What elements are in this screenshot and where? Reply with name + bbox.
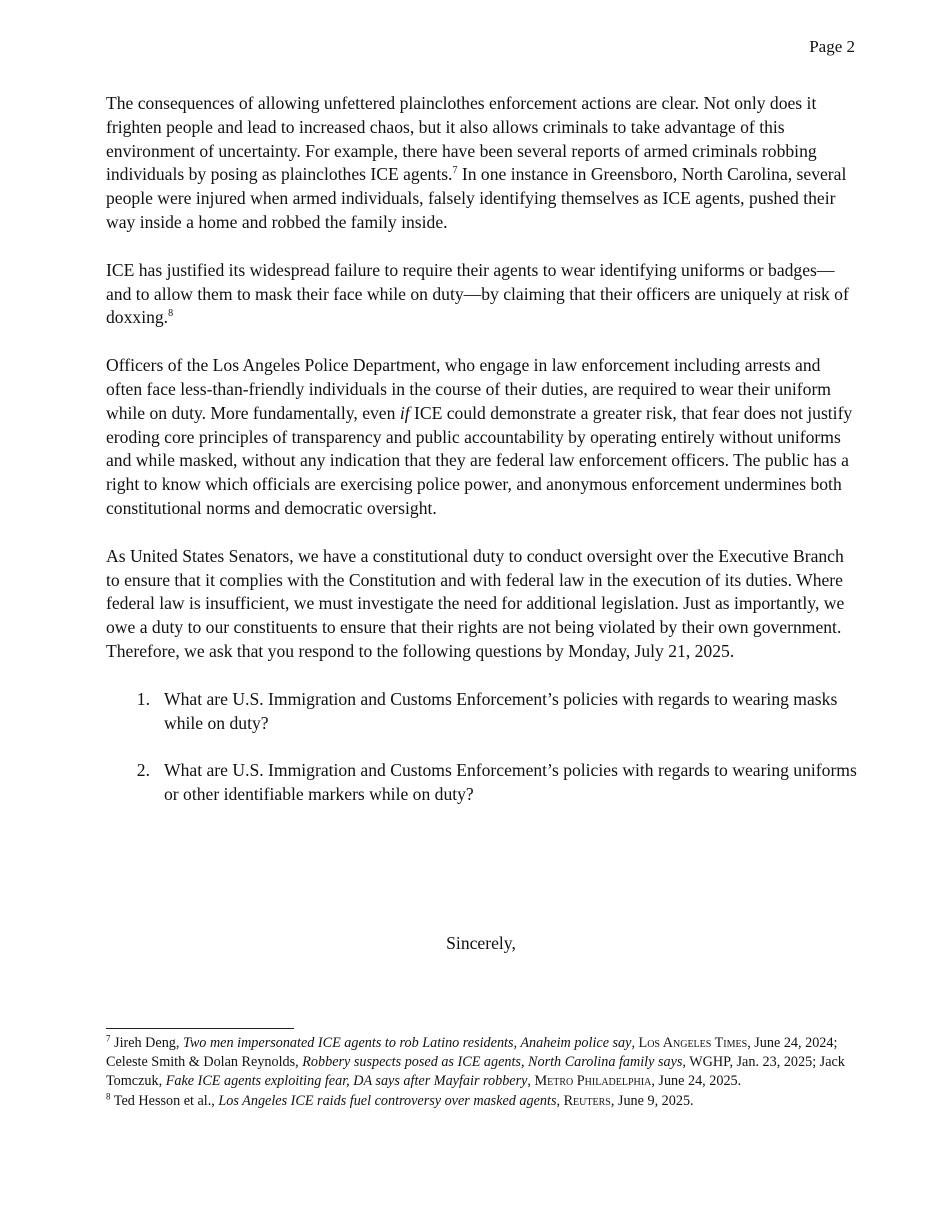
publication-name: Metro Philadelphia — [534, 1073, 652, 1090]
footnote-reference-8[interactable]: 8 — [168, 308, 174, 320]
question-list — [106, 688, 858, 807]
footnote-7 — [106, 1034, 866, 1092]
footnote-divider — [106, 1028, 294, 1029]
paragraph-text: The consequences of allowing unfettered plainclothes enforcement actions are clear. Not only does it frighten people and lead to increased chaos, but it also allows criminals to take advantage of this environment of uncertainty. For example, there have been several reports of armed criminals robbing individuals by posing as plainclothes ICE agents. — [106, 93, 817, 185]
footnote-number: 7 — [106, 1033, 111, 1044]
footnote-text: Ted Hesson et al., — [110, 1092, 219, 1109]
question-number: 2. — [136, 760, 150, 781]
footnote-8 — [106, 1092, 866, 1111]
question-item — [106, 688, 858, 736]
paragraph-text-continued: ICE could demonstrate a greater risk, that fear does not justify eroding core principles of transparency and public accountability by operating entirely without uniforms and while masked, without any indication that they are federal law enforcement officers. The public has a right to know which officials are exercising police power, and anonymous enforcement undermines both constitutional norms and democratic oversight. — [106, 402, 853, 518]
paragraph-text: ICE has justified its widespread failure to require their agents to wear identifying uniforms or badges—and to allow them to mask their face while on duty—by claiming that their officers are uniquely at risk of doxxing. — [106, 259, 849, 328]
footnote-text: , — [527, 1073, 535, 1090]
footnote-text: Jireh Deng, — [110, 1035, 183, 1051]
paragraph-ice-justification — [106, 259, 858, 330]
footnote-text: , June 24, 2025. — [651, 1073, 742, 1090]
closing-salutation: Sincerely, — [446, 933, 516, 953]
question-number: 1. — [136, 688, 150, 709]
footnote-text: , June 24, 2024; Celeste Smith & Dolan Reynolds, — [106, 1035, 838, 1071]
citation-title: Los Angeles ICE raids fuel controversy over masked agents — [218, 1092, 557, 1109]
footnote-text: , WGHP, Jan. 23, 2025; Jack Tomczuk, — [106, 1054, 845, 1090]
citation-title: Robbery suspects posed as ICE agents, North Carolina family says — [302, 1054, 683, 1071]
footnote-number: 8 — [106, 1090, 111, 1101]
paragraph-oversight-request — [106, 545, 858, 664]
footnote-reference-7[interactable]: 7 — [452, 165, 458, 177]
paragraph-consequences — [106, 92, 858, 235]
question-item — [106, 759, 858, 807]
citation-title: Fake ICE agents exploiting fear, DA says after Mayfair robbery — [165, 1073, 528, 1090]
citation-title: Two men impersonated ICE agents to rob Latino residents, Anaheim police say — [183, 1035, 632, 1051]
footnote-text: , June 9, 2025. — [610, 1092, 694, 1109]
paragraph-text: Officers of the Los Angeles Police Department, who engage in law enforcement including arrests and often face less-than-friendly individuals in the course of their duties, are required to wear their uniform while on duty. More fundamentally, even — [106, 355, 831, 423]
paragraph-lapd-comparison — [106, 354, 858, 521]
letter-body — [106, 92, 858, 831]
footnote-text: , — [556, 1092, 564, 1109]
paragraph-text: As United States Senators, we have a constitutional duty to conduct oversight over the Executive Branch to ensure that it complies with the Constitution and with federal law in the execution of its duties. Where federal law is insufficient, we must investigate the need for additional legislation. Just as importantly, we owe a duty to our constituents to ensure that their rights are not being violated by their own government. Therefore, we ask that you respond to the following questions by Monday, July 21, 2025. — [106, 545, 845, 661]
question-text: What are U.S. Immigration and Customs Enforcement’s policies with regards to wearing masks while on duty? — [164, 688, 838, 733]
paragraph-text-continued: In one instance in Greensboro, North Carolina, several people were injured when armed individuals, falsely identifying themselves as ICE agents, pushed their way inside a home and robbed the family inside. — [106, 164, 847, 232]
publication-name: Reuters — [563, 1092, 611, 1109]
footnote-text: , — [631, 1035, 639, 1051]
emphasis-if: if — [399, 402, 410, 423]
page-number: Page 2 — [809, 37, 855, 56]
publication-name: Los Angeles Times — [638, 1035, 748, 1051]
question-text: What are U.S. Immigration and Customs Enforcement’s policies with regards to wearing uniforms or other identifiable markers while on duty? — [164, 760, 857, 805]
footnotes-section — [106, 1034, 866, 1111]
